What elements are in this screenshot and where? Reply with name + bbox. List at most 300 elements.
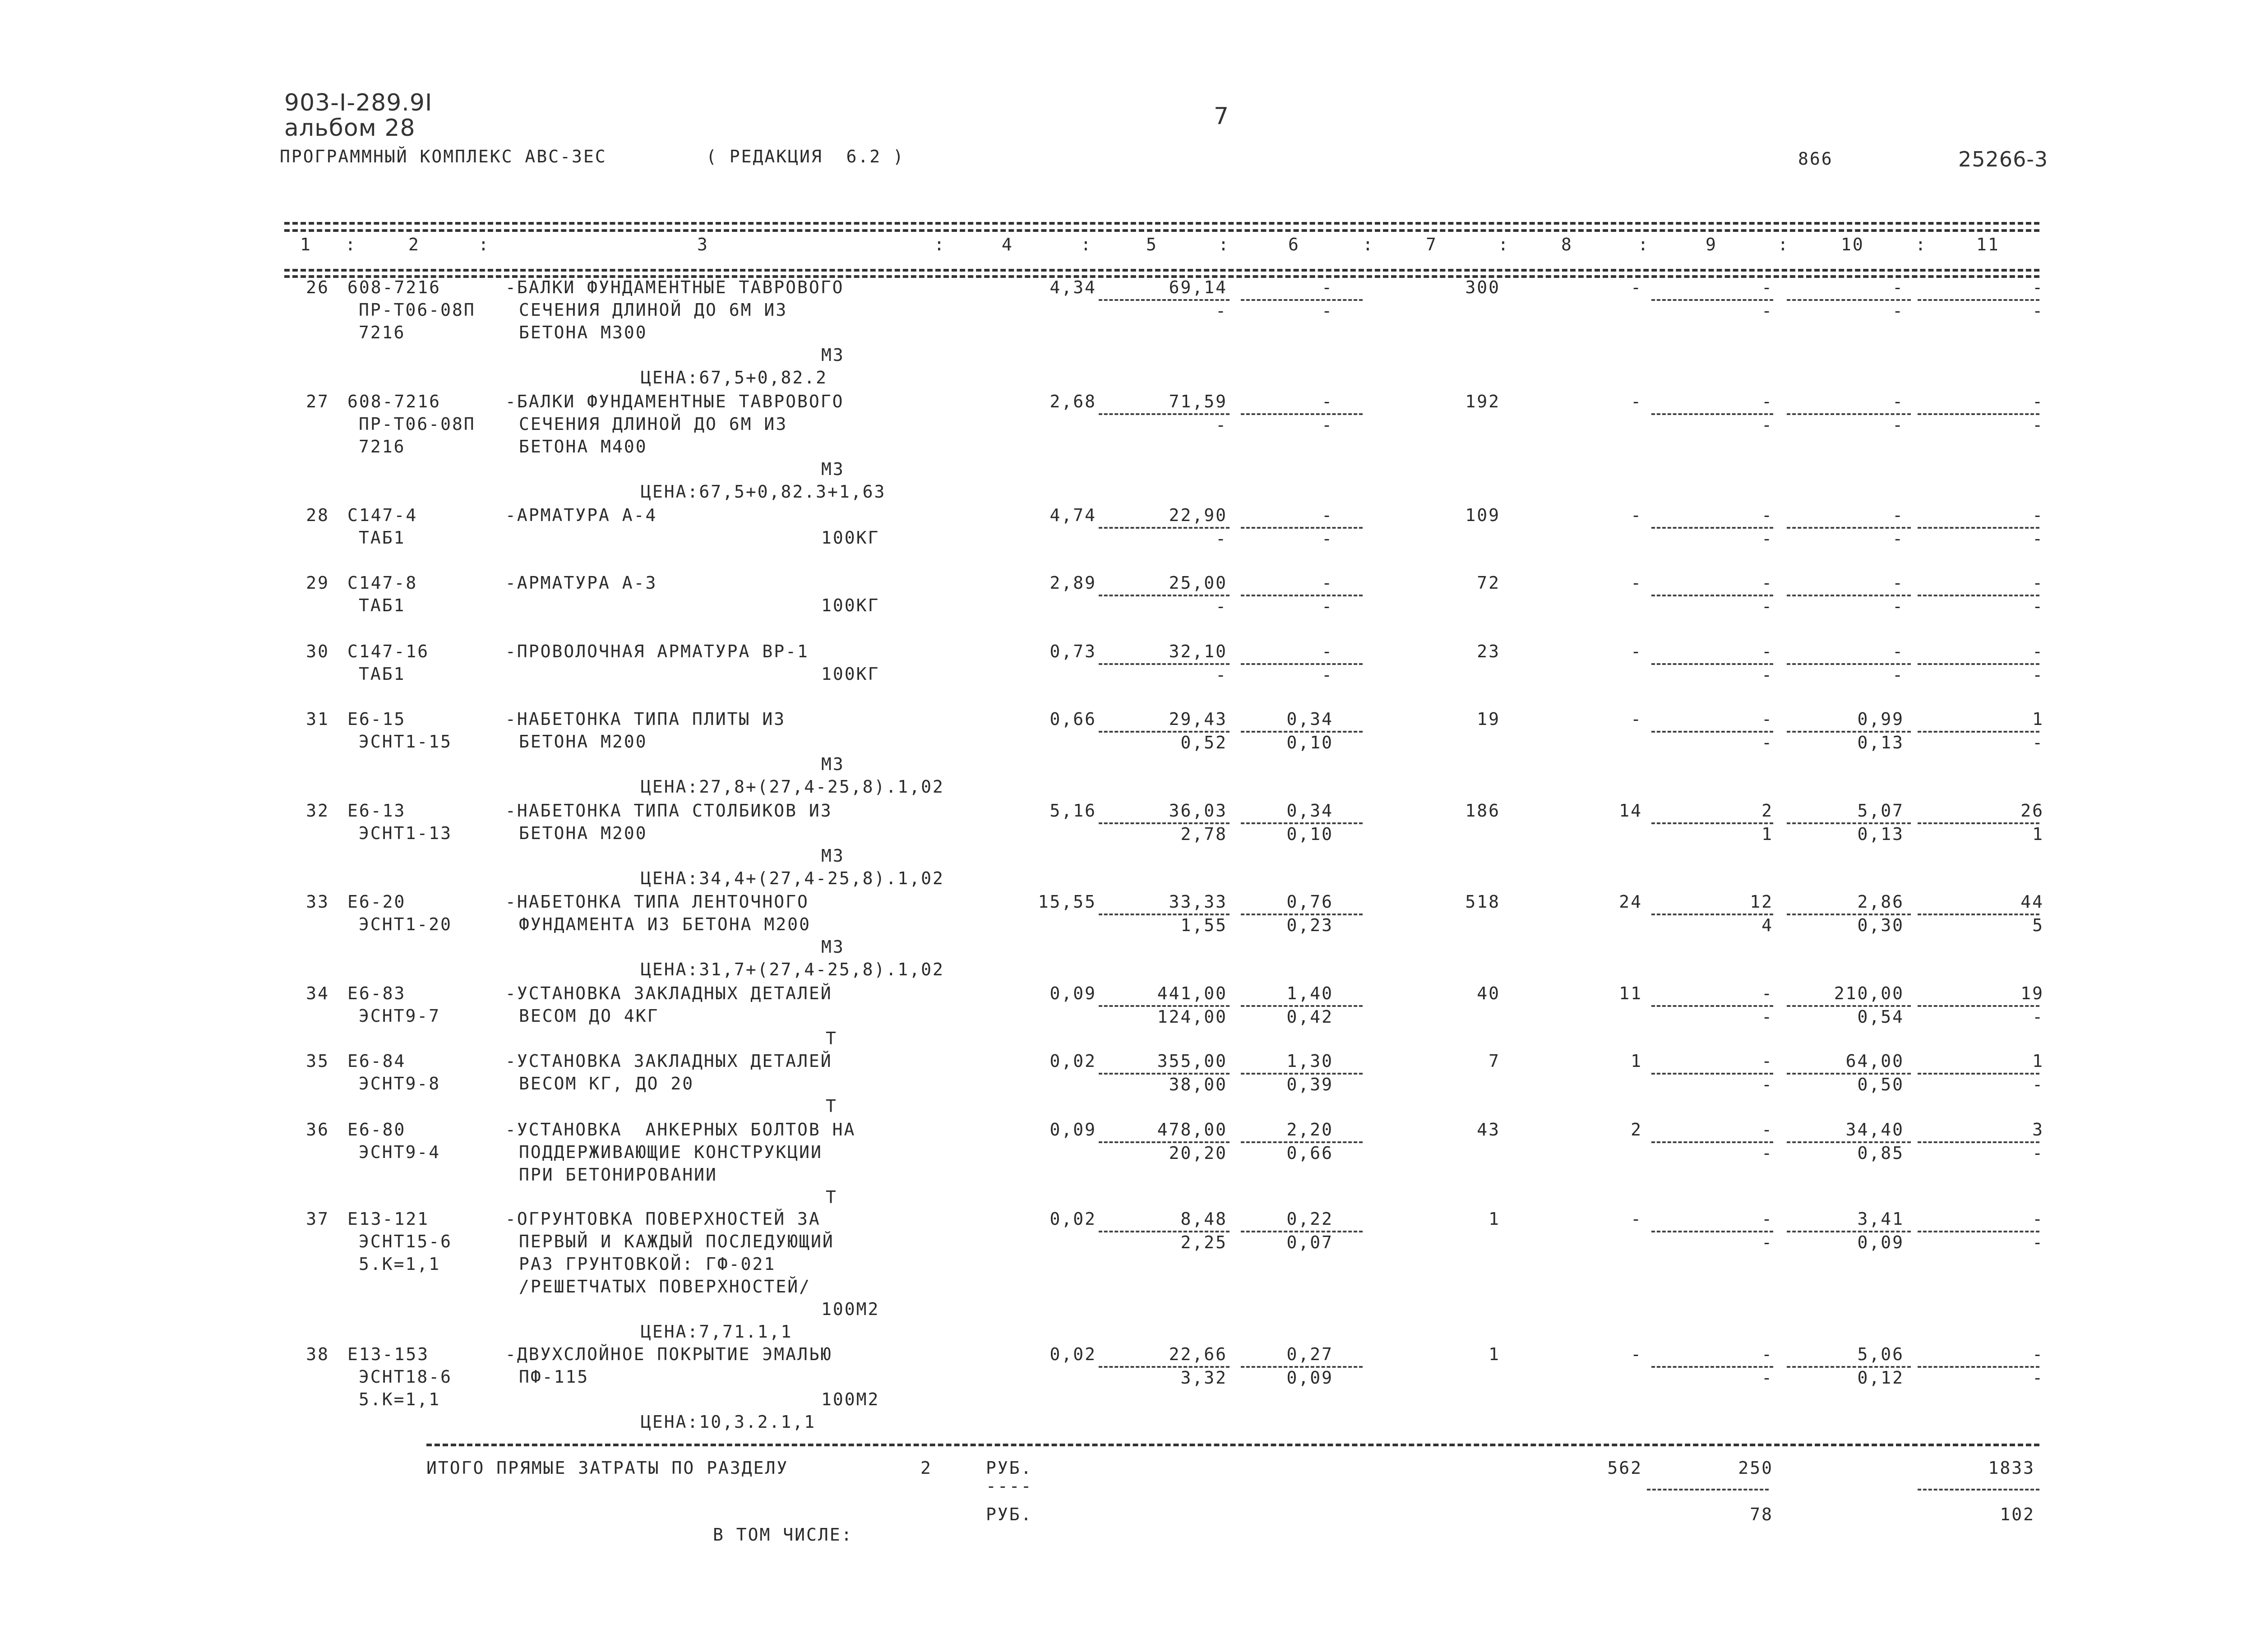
cell-col-10: 2,86 <box>1857 892 1904 912</box>
row-description: -НАБЕТОНКА ТИПА ПЛИТЫ ИЗ <box>505 709 786 729</box>
row-description: РАЗ ГРУНТОВКОЙ: ГФ-021 <box>519 1254 776 1274</box>
row-number: 38 <box>306 1344 329 1364</box>
cell-col-6-second: 0,23 <box>1286 915 1333 935</box>
row-unit: 100М2 <box>821 1389 880 1409</box>
cell-col-7: 1 <box>1489 1344 1500 1364</box>
cell-col-7: 19 <box>1477 709 1500 729</box>
row-description: СЕЧЕНИЯ ДЛИНОЙ ДО 6М ИЗ <box>519 300 788 320</box>
cell-col-10: - <box>1892 277 1904 297</box>
row-unit: М3 <box>821 846 845 866</box>
cell-col-11-second: - <box>2032 529 2044 549</box>
row-price-formula: ЦЕНА:10,3.2.1,1 <box>641 1412 816 1432</box>
row-number: 34 <box>306 983 329 1003</box>
cell-col-10-second: - <box>1892 596 1904 616</box>
cell-col-4: 0,73 <box>1049 641 1096 661</box>
cell-col-9-second: 4 <box>1761 915 1773 935</box>
cell-col-9-second: - <box>1761 665 1773 685</box>
row-code: Е6-84 <box>347 1051 406 1071</box>
column-header-5: 5 <box>1146 235 1158 254</box>
cell-col-11-second: - <box>2032 1368 2044 1388</box>
cell-col-9-second: - <box>1761 1143 1773 1163</box>
row-price-formula: ЦЕНА:67,5+0,82.3+1,63 <box>641 482 886 502</box>
row-code: С147-8 <box>347 573 418 593</box>
cell-col-9-second: - <box>1761 1232 1773 1252</box>
cell-col-5: 32,10 <box>1169 641 1227 661</box>
cell-col-9: - <box>1761 573 1773 593</box>
row-code: Е6-80 <box>347 1120 406 1140</box>
program-title: ПРОГРАММНЫЙ КОМПЛЕКС АВС-3ЕС <box>280 147 607 166</box>
cell-col-8: - <box>1631 505 1642 525</box>
totals-col11-rule <box>1918 1489 2039 1490</box>
row-code: 5.К=1,1 <box>359 1254 441 1274</box>
row-description: -НАБЕТОНКА ТИПА СТОЛБИКОВ ИЗ <box>505 801 832 821</box>
cell-col-10: 5,06 <box>1857 1344 1904 1364</box>
cell-col-7: 300 <box>1465 277 1500 297</box>
row-number: 29 <box>306 573 329 593</box>
cell-col-5: 22,90 <box>1169 505 1227 525</box>
cell-col-10-second: 0,50 <box>1857 1075 1904 1094</box>
row-code: ТАБ1 <box>359 528 406 548</box>
row-number: 28 <box>306 505 329 525</box>
cell-col-8: - <box>1631 573 1642 593</box>
row-price-formula: ЦЕНА:34,4+(27,4-25,8).1,02 <box>641 868 944 888</box>
row-number: 32 <box>306 801 329 821</box>
column-header-separator: : <box>1915 235 1927 254</box>
row-code: Е6-13 <box>347 801 406 821</box>
row-unit: М3 <box>821 345 845 365</box>
row-unit: М3 <box>821 937 845 957</box>
cell-col-9: - <box>1761 392 1773 411</box>
cell-col-6: - <box>1322 641 1333 661</box>
row-code: ТАБ1 <box>359 595 406 615</box>
column-header-separator: : <box>1363 235 1374 254</box>
totals-col9-sub: 78 <box>1750 1504 1773 1524</box>
row-code: ЭСНТ1-13 <box>359 823 453 843</box>
row-code: Е6-20 <box>347 892 406 912</box>
row-description: ВЕСОМ КГ, ДО 20 <box>519 1074 694 1094</box>
cell-col-8: 11 <box>1619 983 1642 1003</box>
cell-col-10-second: 0,85 <box>1857 1143 1904 1163</box>
cell-col-11-second: - <box>2032 665 2044 685</box>
cell-col-9-second: - <box>1761 301 1773 321</box>
doc-code: 903-I-289.9I <box>284 89 433 116</box>
row-number: 37 <box>306 1209 329 1229</box>
cell-col-9: - <box>1761 1051 1773 1071</box>
cell-col-7: 23 <box>1477 641 1500 661</box>
row-description: /РЕШЕТЧАТЫХ ПОВЕРХНОСТЕЙ/ <box>519 1277 811 1297</box>
row-unit: Т <box>826 1029 837 1048</box>
column-header-11: 11 <box>1976 235 2000 254</box>
row-description: -УСТАНОВКА ЗАКЛАДНЫХ ДЕТАЛЕЙ <box>505 1051 832 1071</box>
cell-col-11: 19 <box>2020 983 2044 1003</box>
cell-col-6-second: 0,42 <box>1286 1007 1333 1027</box>
cell-col-10: - <box>1892 641 1904 661</box>
column-header-1: 1 <box>300 235 312 254</box>
cell-col-5: 8,48 <box>1180 1209 1227 1229</box>
row-code: ПР-Т06-08П <box>359 414 476 434</box>
totals-currency-1: РУБ. <box>986 1458 1033 1478</box>
row-code: Е6-15 <box>347 709 406 729</box>
cell-col-11: - <box>2032 1209 2044 1229</box>
totals-col11: 1833 <box>1988 1458 2035 1478</box>
cell-col-6-second: 0,10 <box>1286 824 1333 844</box>
totals-rule <box>426 1444 2039 1446</box>
cell-col-5-second: 38,00 <box>1169 1075 1227 1094</box>
cell-col-6: 0,27 <box>1286 1344 1333 1364</box>
row-description: -УСТАНОВКА АНКЕРНЫХ БОЛТОВ НА <box>505 1120 856 1140</box>
totals-col9-rule <box>1647 1489 1769 1490</box>
cell-col-11-second: - <box>2032 1232 2044 1252</box>
cell-col-11-second: - <box>2032 1075 2044 1094</box>
row-code: 608-7216 <box>347 277 441 297</box>
row-description: БЕТОНА М300 <box>519 323 647 342</box>
cell-col-11-second: - <box>2032 733 2044 752</box>
column-header-4: 4 <box>1002 235 1013 254</box>
totals-section: 2 <box>920 1458 932 1478</box>
cell-col-5-second: - <box>1216 415 1227 435</box>
cell-col-11: 44 <box>2020 892 2044 912</box>
row-code: ПР-Т06-08П <box>359 300 476 320</box>
cell-col-7: 109 <box>1465 505 1500 525</box>
row-unit: 100КГ <box>821 664 880 684</box>
totals-col11-sub: 102 <box>2000 1504 2035 1524</box>
cell-col-9-second: - <box>1761 1007 1773 1027</box>
cell-col-10: - <box>1892 573 1904 593</box>
cell-col-10-second: - <box>1892 665 1904 685</box>
cell-col-10-second: - <box>1892 415 1904 435</box>
cell-col-9-second: - <box>1761 529 1773 549</box>
row-code: ЭСНТ9-8 <box>359 1074 441 1094</box>
cell-col-4: 4,74 <box>1049 505 1096 525</box>
column-header-7: 7 <box>1426 235 1438 254</box>
cell-col-6: - <box>1322 573 1333 593</box>
cell-col-6: 0,34 <box>1286 709 1333 729</box>
cell-col-8: - <box>1631 709 1642 729</box>
cell-col-6: 0,34 <box>1286 801 1333 821</box>
cell-col-4: 5,16 <box>1049 801 1096 821</box>
cell-col-5-second: 0,52 <box>1180 733 1227 752</box>
row-unit: М3 <box>821 754 845 774</box>
row-description: ПФ-115 <box>519 1367 589 1387</box>
row-code: 5.К=1,1 <box>359 1389 441 1409</box>
cell-col-8: 14 <box>1619 801 1642 821</box>
table-top-rule <box>284 222 2039 225</box>
totals-dashes: ---- <box>986 1476 1033 1496</box>
row-unit: 100М2 <box>821 1299 880 1319</box>
cell-col-9: - <box>1761 641 1773 661</box>
cell-col-9: - <box>1761 709 1773 729</box>
cell-col-11-second: - <box>2032 301 2044 321</box>
row-number: 30 <box>306 641 329 661</box>
page-number: 7 <box>1214 103 1230 130</box>
cell-col-10: 34,40 <box>1845 1120 1904 1140</box>
row-code: ЭСНТ9-4 <box>359 1142 441 1162</box>
row-code: 7216 <box>359 437 406 457</box>
cell-col-5: 33,33 <box>1169 892 1227 912</box>
cell-col-6-second: 0,10 <box>1286 733 1333 752</box>
cell-col-11: 3 <box>2032 1120 2044 1140</box>
cell-col-7: 518 <box>1465 892 1500 912</box>
row-unit: 100КГ <box>821 595 880 615</box>
cell-col-10: - <box>1892 392 1904 411</box>
cell-col-6-second: - <box>1322 415 1333 435</box>
cell-col-10: - <box>1892 505 1904 525</box>
cell-col-5: 22,66 <box>1169 1344 1227 1364</box>
cell-col-5-second: 20,20 <box>1169 1143 1227 1163</box>
table-top-rule-2 <box>284 229 2039 232</box>
cell-col-6: - <box>1322 392 1333 411</box>
row-price-formula: ЦЕНА:27,8+(27,4-25,8).1,02 <box>641 777 944 797</box>
totals-col9: 250 <box>1738 1458 1773 1478</box>
row-price-formula: ЦЕНА:67,5+0,82.2 <box>641 368 828 388</box>
row-description: ПЕРВЫЙ И КАЖДЫЙ ПОСЛЕДУЮЩИЙ <box>519 1232 834 1251</box>
row-description: -ДВУХСЛОЙНОЕ ПОКРЫТИЕ ЭМАЛЬЮ <box>505 1344 832 1364</box>
cell-col-5: 25,00 <box>1169 573 1227 593</box>
cell-col-9: 12 <box>1750 892 1773 912</box>
row-description: -АРМАТУРА А-4 <box>505 505 657 525</box>
cell-col-10: 3,41 <box>1857 1209 1904 1229</box>
cell-col-11-second: - <box>2032 415 2044 435</box>
cell-col-11-second: - <box>2032 1143 2044 1163</box>
including-label: В ТОМ ЧИСЛЕ: <box>713 1525 853 1545</box>
row-code: ТАБ1 <box>359 664 406 684</box>
cell-col-6: 0,76 <box>1286 892 1333 912</box>
cell-col-4: 4,34 <box>1049 277 1096 297</box>
cell-col-6-second: 0,66 <box>1286 1143 1333 1163</box>
cell-col-9-second: 1 <box>1761 824 1773 844</box>
totals-col8: 562 <box>1607 1458 1642 1478</box>
cell-col-10-second: - <box>1892 301 1904 321</box>
cell-col-6-second: - <box>1322 596 1333 616</box>
column-header-9: 9 <box>1706 235 1717 254</box>
row-description: ПОДДЕРЖИВАЮЩИЕ КОНСТРУКЦИИ <box>519 1142 823 1162</box>
row-description: -УСТАНОВКА ЗАКЛАДНЫХ ДЕТАЛЕЙ <box>505 983 832 1003</box>
row-unit: 100КГ <box>821 528 880 548</box>
cell-col-10-second: 0,54 <box>1857 1007 1904 1027</box>
cell-col-10: 210,00 <box>1834 983 1904 1003</box>
header-bottom-rule <box>284 269 2039 272</box>
row-code: ЭСНТ15-6 <box>359 1232 453 1251</box>
cell-col-10: 5,07 <box>1857 801 1904 821</box>
cell-col-9: - <box>1761 505 1773 525</box>
column-header-separator: : <box>1778 235 1789 254</box>
column-header-separator: : <box>1638 235 1650 254</box>
cell-col-5: 69,14 <box>1169 277 1227 297</box>
cell-col-7: 7 <box>1489 1051 1500 1071</box>
cell-col-4: 0,02 <box>1049 1209 1096 1229</box>
cell-col-4: 2,89 <box>1049 573 1096 593</box>
column-header-separator: : <box>345 235 357 254</box>
cell-col-8: - <box>1631 1209 1642 1229</box>
row-code: Е6-83 <box>347 983 406 1003</box>
row-price-formula: ЦЕНА:31,7+(27,4-25,8).1,02 <box>641 960 944 979</box>
row-description: ПРИ БЕТОНИРОВАНИИ <box>519 1165 717 1185</box>
cell-col-10-second: 0,13 <box>1857 733 1904 752</box>
column-header-8: 8 <box>1561 235 1573 254</box>
row-description: БЕТОНА М200 <box>519 823 647 843</box>
cell-col-5-second: - <box>1216 529 1227 549</box>
cell-col-5-second: 2,78 <box>1180 824 1227 844</box>
row-number: 33 <box>306 892 329 912</box>
cell-col-6-second: - <box>1322 301 1333 321</box>
cell-col-7: 43 <box>1477 1120 1500 1140</box>
cell-col-4: 0,09 <box>1049 1120 1096 1140</box>
cell-col-11: - <box>2032 277 2044 297</box>
cell-col-9: - <box>1761 983 1773 1003</box>
cell-col-6: 0,22 <box>1286 1209 1333 1229</box>
column-header-separator: : <box>1218 235 1230 254</box>
cell-col-5-second: - <box>1216 301 1227 321</box>
cell-col-4: 0,09 <box>1049 983 1096 1003</box>
cell-col-11: - <box>2032 505 2044 525</box>
cell-col-9-second: - <box>1761 733 1773 752</box>
album-label: альбом 28 <box>284 115 416 142</box>
cell-col-11-second: - <box>2032 596 2044 616</box>
row-description: -НАБЕТОНКА ТИПА ЛЕНТОЧНОГО <box>505 892 809 912</box>
cell-col-6-second: - <box>1322 665 1333 685</box>
cell-col-4: 0,02 <box>1049 1051 1096 1071</box>
cell-col-7: 40 <box>1477 983 1500 1003</box>
row-description: БЕТОНА М400 <box>519 437 647 457</box>
cell-col-10: 64,00 <box>1845 1051 1904 1071</box>
cell-col-5-second: 1,55 <box>1180 915 1227 935</box>
cell-col-5-second: 2,25 <box>1180 1232 1227 1252</box>
row-price-formula: ЦЕНА:7,71.1,1 <box>641 1322 793 1342</box>
row-description: СЕЧЕНИЯ ДЛИНОЙ ДО 6М ИЗ <box>519 414 788 434</box>
column-header-separator: : <box>934 235 946 254</box>
cell-col-4: 2,68 <box>1049 392 1096 411</box>
cell-col-11: - <box>2032 573 2044 593</box>
row-number: 36 <box>306 1120 329 1140</box>
cell-col-10-second: 0,09 <box>1857 1232 1904 1252</box>
column-header-separator: : <box>1081 235 1092 254</box>
cell-col-6: 1,40 <box>1286 983 1333 1003</box>
row-code: 608-7216 <box>347 392 441 411</box>
cell-col-5: 36,03 <box>1169 801 1227 821</box>
cell-col-5: 71,59 <box>1169 392 1227 411</box>
cell-col-8: 2 <box>1631 1120 1642 1140</box>
row-code: 7216 <box>359 323 406 342</box>
cell-col-7: 192 <box>1465 392 1500 411</box>
cell-col-9: 2 <box>1761 801 1773 821</box>
row-unit: М3 <box>821 459 845 479</box>
cell-col-8: - <box>1631 277 1642 297</box>
cell-col-6-second: 0,09 <box>1286 1368 1333 1388</box>
cell-col-8: 24 <box>1619 892 1642 912</box>
cell-col-10: 0,99 <box>1857 709 1904 729</box>
cell-col-10-second: 0,30 <box>1857 915 1904 935</box>
row-code: Е13-121 <box>347 1209 430 1229</box>
cell-col-9: - <box>1761 277 1773 297</box>
cell-col-9: - <box>1761 1120 1773 1140</box>
column-header-2: 2 <box>408 235 420 254</box>
cell-col-10-second: - <box>1892 529 1904 549</box>
cell-col-9: - <box>1761 1344 1773 1364</box>
totals-label: ИТОГО ПРЯМЫЕ ЗАТРАТЫ ПО РАЗДЕЛУ <box>426 1458 789 1478</box>
cell-col-5-second: - <box>1216 665 1227 685</box>
row-description: -ОГРУНТОВКА ПОВЕРХНОСТЕЙ ЗА <box>505 1209 821 1229</box>
row-description: -ПРОВОЛОЧНАЯ АРМАТУРА ВР-1 <box>505 641 809 661</box>
cell-col-11-second: 1 <box>2032 824 2044 844</box>
column-header-10: 10 <box>1841 235 1864 254</box>
column-header-3: 3 <box>697 235 709 254</box>
cell-col-11: 1 <box>2032 1051 2044 1071</box>
cell-col-4: 15,55 <box>1038 892 1096 912</box>
cell-col-5: 441,00 <box>1157 983 1227 1003</box>
cell-col-8: - <box>1631 1344 1642 1364</box>
column-header-6: 6 <box>1288 235 1300 254</box>
cell-col-8: - <box>1631 641 1642 661</box>
cell-col-5-second: 3,32 <box>1180 1368 1227 1388</box>
column-header-separator: : <box>1498 235 1510 254</box>
cell-col-5: 29,43 <box>1169 709 1227 729</box>
cell-col-8: - <box>1631 392 1642 411</box>
cell-col-5-second: - <box>1216 596 1227 616</box>
row-number: 35 <box>306 1051 329 1071</box>
cell-col-9-second: - <box>1761 415 1773 435</box>
cell-col-5-second: 124,00 <box>1157 1007 1227 1027</box>
cell-col-6: - <box>1322 505 1333 525</box>
cell-col-6-second: 0,39 <box>1286 1075 1333 1094</box>
cell-col-6-second: 0,07 <box>1286 1232 1333 1252</box>
row-code: ЭСНТ1-20 <box>359 914 453 934</box>
row-code: ЭСНТ1-15 <box>359 732 453 752</box>
cell-col-4: 0,02 <box>1049 1344 1096 1364</box>
row-description: -АРМАТУРА А-3 <box>505 573 657 593</box>
row-code: Е13-153 <box>347 1344 430 1364</box>
row-code: С147-16 <box>347 641 430 661</box>
cell-col-11-second: 5 <box>2032 915 2044 935</box>
sheet-code: 866 <box>1798 149 1833 169</box>
edition-label: ( РЕДАКЦИЯ 6.2 ) <box>706 147 905 166</box>
cell-col-7: 72 <box>1477 573 1500 593</box>
row-description: ВЕСОМ ДО 4КГ <box>519 1006 659 1026</box>
cell-col-9: - <box>1761 1209 1773 1229</box>
cell-col-7: 186 <box>1465 801 1500 821</box>
row-number: 26 <box>306 277 329 297</box>
row-description: ФУНДАМЕНТА ИЗ БЕТОНА М200 <box>519 914 811 934</box>
cell-col-6: 1,30 <box>1286 1051 1333 1071</box>
row-unit: Т <box>826 1187 837 1207</box>
row-code: ЭСНТ18-6 <box>359 1367 453 1387</box>
row-code: С147-4 <box>347 505 418 525</box>
row-description: БЕТОНА М200 <box>519 732 647 752</box>
cell-col-11: - <box>2032 1344 2044 1364</box>
totals-currency-2: РУБ. <box>986 1504 1033 1524</box>
cell-col-11-second: - <box>2032 1007 2044 1027</box>
cell-col-8: 1 <box>1631 1051 1642 1071</box>
cell-col-6: - <box>1322 277 1333 297</box>
cell-col-11: 1 <box>2032 709 2044 729</box>
row-number: 31 <box>306 709 329 729</box>
row-unit: Т <box>826 1096 837 1116</box>
cell-col-11: - <box>2032 392 2044 411</box>
cell-col-4: 0,66 <box>1049 709 1096 729</box>
cell-col-6-second: - <box>1322 529 1333 549</box>
cell-col-5: 355,00 <box>1157 1051 1227 1071</box>
row-number: 27 <box>306 392 329 411</box>
cell-col-10-second: 0,12 <box>1857 1368 1904 1388</box>
row-description: -БАЛКИ ФУНДАМЕНТНЫЕ ТАВРОВОГО <box>505 392 844 411</box>
row-description: -БАЛКИ ФУНДАМЕНТНЫЕ ТАВРОВОГО <box>505 277 844 297</box>
cell-col-9-second: - <box>1761 596 1773 616</box>
cell-col-11: - <box>2032 641 2044 661</box>
column-header-separator: : <box>478 235 490 254</box>
cell-col-9-second: - <box>1761 1368 1773 1388</box>
row-code: ЭСНТ9-7 <box>359 1006 441 1026</box>
cell-col-5: 478,00 <box>1157 1120 1227 1140</box>
cell-col-10-second: 0,13 <box>1857 824 1904 844</box>
